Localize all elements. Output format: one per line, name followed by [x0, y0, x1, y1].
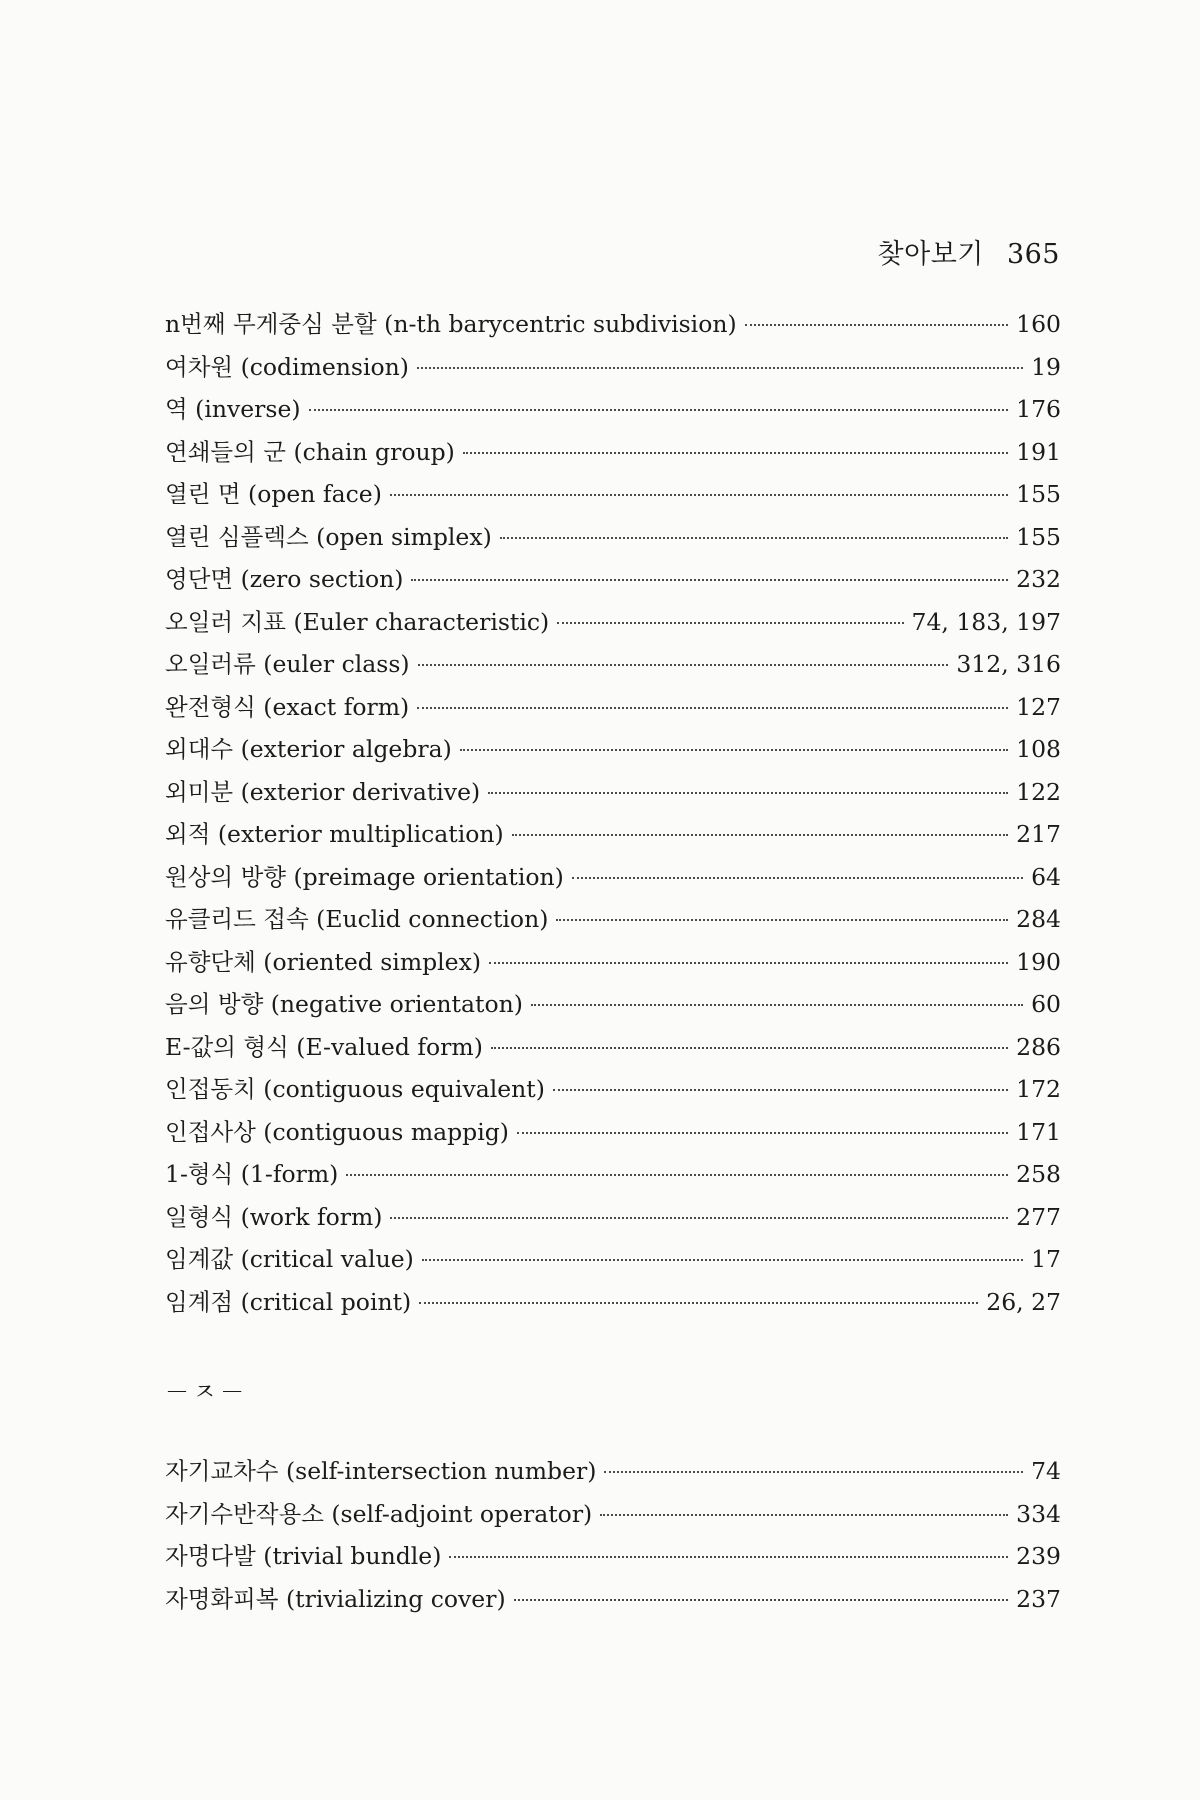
index-entry: [165, 941, 1061, 984]
index-pages: 74, 183, 197: [911, 607, 1061, 636]
dot-leader: [604, 1471, 1023, 1473]
index-pages: 26, 27: [986, 1287, 1061, 1316]
index-term: 열린 면 (open face): [165, 480, 382, 508]
index-entry: [165, 1111, 1061, 1154]
index-entry: [165, 1196, 1061, 1239]
index-entry: [165, 983, 1061, 1026]
running-head: [878, 232, 1060, 271]
index-term: 원상의 방향 (preimage orientation): [165, 862, 564, 891]
index-term: 완전형식 (exact form): [165, 692, 410, 721]
dot-leader: [531, 1004, 1023, 1006]
index-entry: [165, 1153, 1061, 1196]
dot-leader: [309, 409, 1009, 411]
index-term: 인접동치 (contiguous equivalent): [165, 1075, 545, 1103]
index-pages: 160: [1016, 310, 1061, 338]
dot-leader: [600, 1514, 1008, 1516]
index-entry: [165, 1026, 1061, 1069]
index-term: 인접사상 (contiguous mappig): [165, 1117, 509, 1146]
index-pages: 64: [1031, 862, 1061, 891]
dot-leader: [557, 622, 903, 624]
index-term: E-값의 형식 (E-valued form): [165, 1032, 483, 1061]
index-entry: [165, 601, 1061, 644]
running-head-title: 찾아보기: [877, 239, 984, 270]
dot-leader: [517, 1132, 1008, 1134]
dot-leader: [488, 792, 1008, 794]
dot-leader: [514, 1599, 1009, 1601]
index-pages: 19: [1031, 352, 1061, 381]
index-entry: [165, 431, 1061, 474]
index-pages: 284: [1016, 905, 1061, 933]
index-entry: [165, 643, 1061, 686]
index-pages: 155: [1016, 522, 1061, 551]
index-pages: 312, 316: [956, 650, 1061, 678]
dot-leader: [489, 962, 1008, 964]
index-entry: [165, 558, 1061, 601]
index-entry: [165, 898, 1061, 941]
dot-leader: [390, 494, 1008, 496]
index-entries-ja: [165, 1450, 1061, 1620]
index-term: 유클리드 접속 (Euclid connection): [165, 905, 549, 933]
index-term: 음의 방향 (negative orientaton): [165, 990, 523, 1018]
dot-leader: [418, 664, 949, 666]
dot-leader: [390, 1217, 1008, 1219]
index-entry: [165, 1068, 1061, 1111]
index-entry: [165, 1281, 1061, 1324]
index-term: 연쇄들의 군 (chain group): [165, 437, 455, 466]
index-pages: 127: [1016, 692, 1061, 721]
index-pages: 258: [1016, 1160, 1061, 1188]
dot-leader: [417, 367, 1023, 369]
index-entry: [165, 1450, 1061, 1493]
index-entries: [165, 303, 1061, 1323]
dot-leader: [419, 1302, 978, 1304]
dot-leader: [745, 324, 1008, 326]
index-term: 자기수반작용소 (self-adjoint operator): [165, 1499, 593, 1528]
index-term: 외미분 (exterior derivative): [165, 777, 481, 806]
index-entry: [165, 1493, 1061, 1536]
index-term: 자명다발 (trivial bundle): [165, 1542, 442, 1570]
index-pages: 17: [1031, 1245, 1061, 1273]
index-term: 외대수 (exterior algebra): [165, 735, 452, 763]
index-entry: [165, 1535, 1061, 1578]
dot-leader: [463, 452, 1008, 454]
index-pages: 60: [1031, 990, 1061, 1018]
index-term: 임계점 (critical point): [165, 1287, 412, 1316]
index-pages: 108: [1016, 735, 1061, 763]
index-term: 영단면 (zero section): [165, 565, 404, 593]
dot-leader: [422, 1259, 1023, 1261]
index-entry: [165, 856, 1061, 899]
index-term: 여차원 (codimension): [165, 352, 409, 381]
index-pages: 232: [1016, 565, 1061, 593]
index-pages: 176: [1016, 395, 1061, 423]
dot-leader: [500, 537, 1008, 539]
index-entry: [165, 686, 1061, 729]
index-entry: [165, 516, 1061, 559]
index-term: n번째 무게중심 분할 (n-th barycentric subdivision): [165, 310, 737, 338]
index-term: 자기교차수 (self-intersection number): [165, 1457, 597, 1485]
index-term: 외적 (exterior multiplication): [165, 820, 504, 848]
index-pages: 155: [1016, 480, 1061, 508]
index-term: 유향단체 (oriented simplex): [165, 947, 481, 976]
index-pages: 171: [1016, 1117, 1061, 1146]
index-entry: [165, 728, 1061, 771]
dot-leader: [553, 1089, 1008, 1091]
index-term: 임계값 (critical value): [165, 1245, 414, 1273]
index-pages: 286: [1016, 1032, 1061, 1061]
section-heading: －ㅈ－: [165, 1378, 249, 1406]
page-number: 365: [1006, 239, 1060, 270]
index-entry: [165, 346, 1061, 389]
dot-leader: [491, 1047, 1008, 1049]
index-pages: 239: [1016, 1542, 1061, 1570]
dot-leader: [512, 834, 1008, 836]
dot-leader: [449, 1556, 1008, 1558]
index-entry: [165, 303, 1061, 346]
index-term: 역 (inverse): [165, 395, 301, 423]
index-term: 오일러류 (euler class): [165, 650, 410, 678]
index-entry: [165, 1578, 1061, 1621]
index-entry: [165, 1238, 1061, 1281]
dot-leader: [572, 877, 1023, 879]
index-term: 오일러 지표 (Euler characteristic): [165, 607, 550, 636]
dot-leader: [411, 579, 1008, 581]
dot-leader: [346, 1174, 1008, 1176]
index-entry: [165, 473, 1061, 516]
dot-leader: [460, 749, 1008, 751]
index-pages: 190: [1016, 947, 1061, 976]
index-term: 일형식 (work form): [165, 1202, 383, 1231]
index-pages: 237: [1016, 1584, 1061, 1613]
index-pages: 191: [1016, 437, 1061, 466]
index-pages: 122: [1016, 777, 1061, 806]
index-pages: 74: [1031, 1457, 1061, 1485]
index-entry: [165, 388, 1061, 431]
index-pages: 277: [1016, 1202, 1061, 1231]
index-entry: [165, 813, 1061, 856]
dot-leader: [556, 919, 1008, 921]
index-pages: 217: [1016, 820, 1061, 848]
index-term: 자명화피복 (trivializing cover): [165, 1584, 506, 1613]
index-term: 열린 심플렉스 (open simplex): [165, 522, 492, 551]
index-pages: 172: [1016, 1075, 1061, 1103]
index-pages: 334: [1016, 1499, 1061, 1528]
index-entry: [165, 771, 1061, 814]
dot-leader: [417, 707, 1008, 709]
index-term: 1-형식 (1-form): [165, 1160, 339, 1188]
